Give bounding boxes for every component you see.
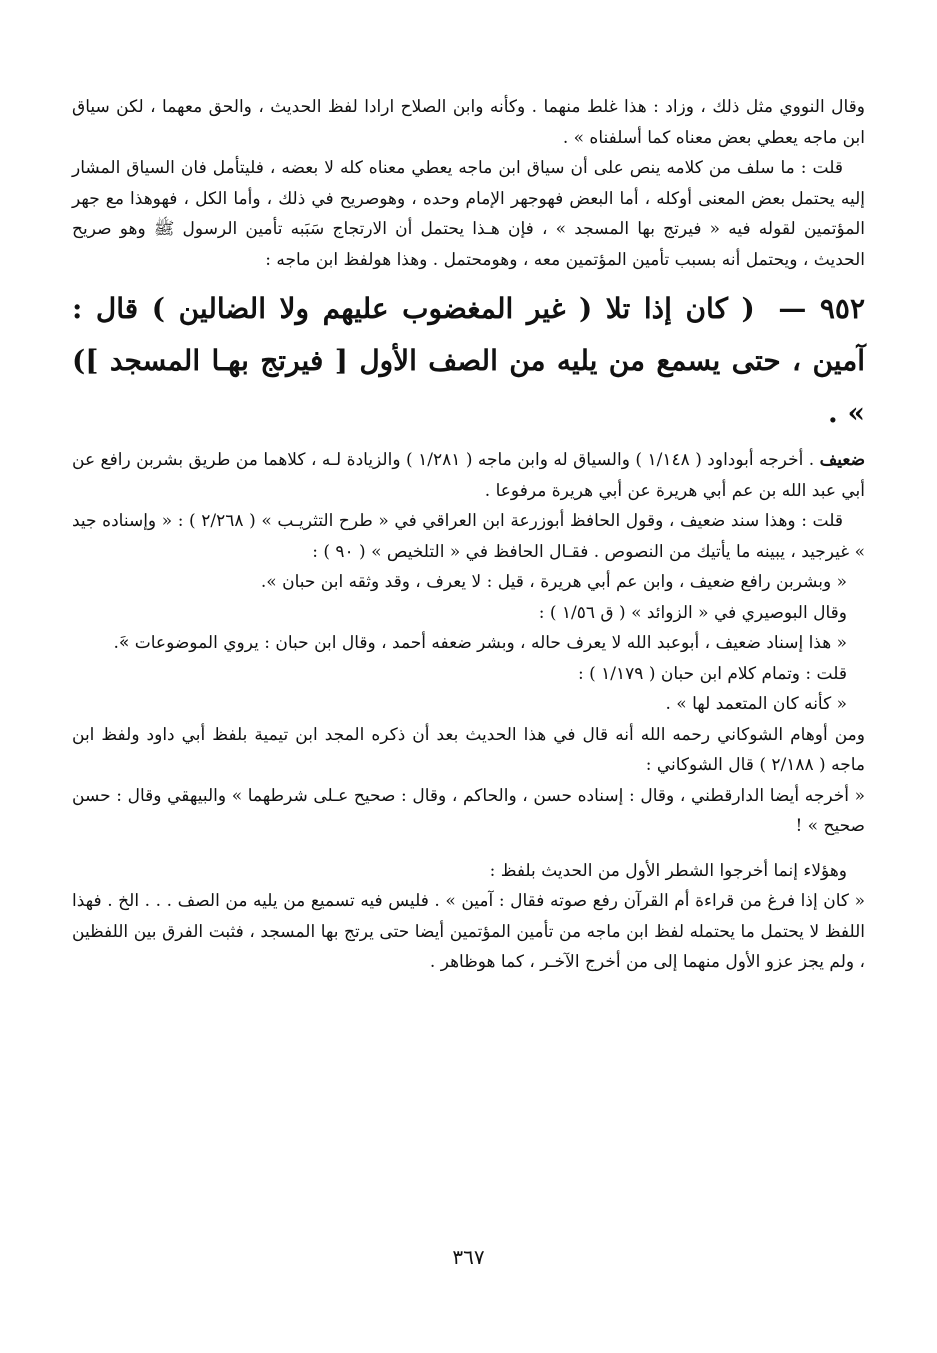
closing-body	[72, 856, 865, 978]
commentary-paragraph: ومن أوهام الشوكاني رحمه الله أنه قال في هذا الحديث بعد أن ذكره المجد ابن تيمية بلفظ أبي داود ولفظ ابن ماجه ( ٢/١٨٨ ) قال الشوكاني :	[72, 724, 865, 775]
commentary-paragraph: « هذا إسناد ضعيف ، أبوعبد الله لا يعرف حاله ، وبشر ضعفه أحمد ، وقال ابن حبان : يروي الموضوعات »َ.	[113, 633, 847, 653]
commentary-body	[72, 506, 865, 842]
closing-paragraph: وهؤلاء إنما أخرجوا الشطر الأول من الحديث بلفظ :	[489, 860, 847, 881]
paragraph-qultu-1: قلت : ما سلف من كلامه ينص على أن سياق ابن ماجه يعطي معناه كله لا بعضه ، فليتأمل فان السياق المشار إليه يحتمل بعض المعنى أوكله ، أما البعض فهوجهر الإمام وحده ، وهوصريح في ذلك ، وأما الكل ، فهوهذا مع جهر المؤتمين لقوله فيه « فيرتج بها المسجد » ، فإن هـذا يحتمل أن الارتجاج سَبَبه تأمين الرسول ﷺ وهو صريح الحديث ، ويحتمل أنه بسبب تأمين المؤتمين معه ، وهومحتمل . وهذا هولفظ ابن ماجه :	[72, 158, 865, 270]
takhrij-text: . أخرجه أبوداود ( ١/١٤٨ ) والسياق له وابن ماجه ( ١/٢٨١ ) والزيادة لـه ، كلاهما من طريق بشربن رافع عن أبي عبد الله بن عم أبي هريرة عن أبي هريرة مرفوعا .	[72, 450, 865, 501]
page-number: ٣٦٧	[452, 1245, 485, 1269]
commentary-paragraph: قلت : وتمام كلام ابن حبان ( ١/١٧٩ ) :	[577, 663, 847, 684]
hadith-grade: ضعيف	[819, 450, 866, 470]
closing-paragraph: « كان إذا فرغ من قراءة أم القرآن رفع صوته فقال : آمين » . فليس فيه تسميع من يليه من الصف . . . الخ . فهذا اللفظ لا يحتمل ما يحتمله لفظ ابن ماجه من تأمين المؤتمين أيضا حتى يرتج بها المسجد ، فثبت الفرق بين اللفظين ، ولم يجز عزو الأول منهما إلى من أخرج الآخـر ، كما هوظاهر .	[72, 891, 865, 972]
commentary-paragraph: وقال البوصيري في « الزوائد » ( ق ١/٥٦ ) :	[538, 602, 847, 623]
commentary-paragraph: « كأنه كان المتعمد لها » .	[665, 694, 847, 714]
hadith-number: ٩٥٢ —	[778, 292, 866, 325]
commentary-paragraph: قلت : وهذا سند ضعيف ، وقول الحافظ أبوزرعة ابن العراقي في « طرح التثريـب » ( ٢/٢٦٨ ) : « وإسناده جيد » غيرجيد ، يبينه ما يأتيك من النصوص . فقـال الحافظ في « التلخيص » ( ٩٠ ) :	[72, 511, 865, 562]
section-spacer	[72, 842, 865, 856]
hadith-block	[72, 283, 865, 439]
takhrij-paragraph	[72, 445, 865, 506]
commentary-paragraph: « أخرجه أيضا الدارقطني ، وقال : إسناده حسن ، والحاكم ، وقال : صحيح عـلى شرطهما » والبيهقي وقال : حسن صحيح » !	[72, 785, 865, 836]
paragraph-nawawi: وقال النووي مثل ذلك ، وزاد : هذا غلط منهما . وكأنه وابن الصلاح ارادا لفظ الحديث ، والحق معهما ، لكن سياق ابن ماجه يعطي بعض معناه كما أسلفناه » .	[72, 97, 865, 148]
hadith-text: ( كان إذا تلا ( غير المغضوب عليهم ولا الضالين ) قال : آمين ، حتى يسمع من يليه من الصف الأول [ فيرتج بهـا المسجد ]) » .	[72, 292, 865, 429]
commentary-paragraph: « وبشربن رافع ضعيف ، وابن عم أبي هريرة ، قيل : لا يعرف ، وقد وثقه ابن حبان ».	[260, 572, 847, 592]
